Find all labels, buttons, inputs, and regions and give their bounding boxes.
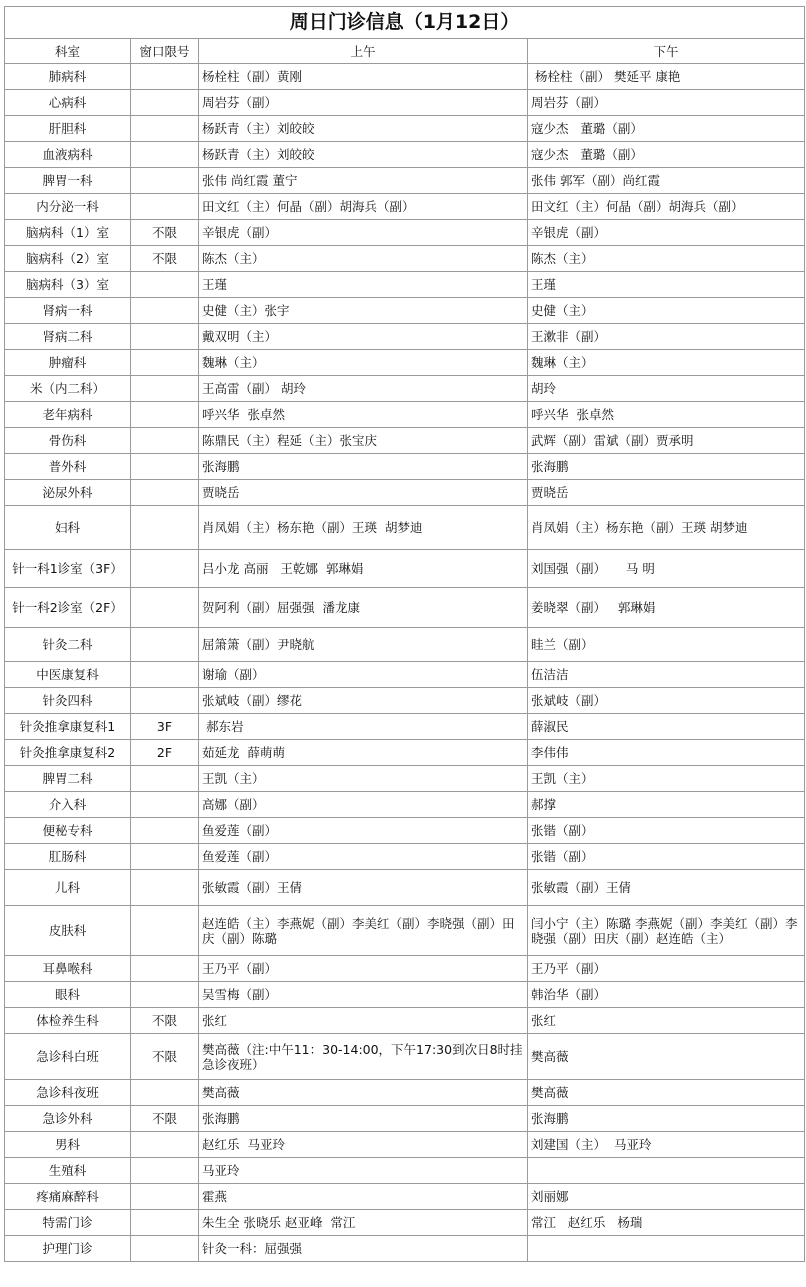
table-row (5, 982, 805, 1008)
table-row (5, 870, 805, 906)
limit-cell (131, 662, 199, 688)
pm-cell: 贾晓岳 (528, 480, 805, 506)
limit-cell (131, 550, 199, 588)
header-dept: 科室 (5, 39, 131, 64)
limit-cell (131, 1210, 199, 1236)
dept-cell: 儿科 (5, 870, 131, 906)
limit-cell (131, 1184, 199, 1210)
table-row (5, 1034, 805, 1080)
limit-cell: 不限 (131, 1008, 199, 1034)
dept-cell: 针灸推拿康复科2 (5, 740, 131, 766)
dept-cell: 针一科2诊室（2F） (5, 588, 131, 628)
dept-cell: 肛肠科 (5, 844, 131, 870)
table-row (5, 906, 805, 956)
dept-cell: 针灸推拿康复科1 (5, 714, 131, 740)
dept-cell: 急诊科夜班 (5, 1080, 131, 1106)
pm-cell: 寇少杰 董璐（副） (528, 142, 805, 168)
dept-cell: 便秘专科 (5, 818, 131, 844)
limit-cell (131, 982, 199, 1008)
pm-cell: 刘国强（副） 马 明 (528, 550, 805, 588)
am-cell: 杨跃青（主）刘皎皎 (199, 142, 528, 168)
am-cell: 高娜（副） (199, 792, 528, 818)
table-row (5, 298, 805, 324)
table-row (5, 272, 805, 298)
am-cell: 辛银虎（副） (199, 220, 528, 246)
am-cell: 杨栓柱（副）黄刚 (199, 64, 528, 90)
limit-cell (131, 194, 199, 220)
am-cell: 王凯（主） (199, 766, 528, 792)
dept-cell: 老年病科 (5, 402, 131, 428)
table-row (5, 844, 805, 870)
pm-cell: 陈杰（主） (528, 246, 805, 272)
table-row (5, 90, 805, 116)
table-row (5, 506, 805, 550)
am-cell: 张海鹏 (199, 454, 528, 480)
pm-cell: 寇少杰 董璐（副） (528, 116, 805, 142)
am-cell: 陈杰（主） (199, 246, 528, 272)
dept-cell: 肝胆科 (5, 116, 131, 142)
table-row (5, 376, 805, 402)
table-row (5, 194, 805, 220)
am-cell: 张斌岐（副）缪花 (199, 688, 528, 714)
table-row (5, 628, 805, 662)
am-cell: 鱼爱莲（副） (199, 844, 528, 870)
dept-cell: 血液病科 (5, 142, 131, 168)
limit-cell (131, 90, 199, 116)
pm-cell: 张斌岐（副） (528, 688, 805, 714)
pm-cell: 史健（主） (528, 298, 805, 324)
table-row (5, 550, 805, 588)
limit-cell (131, 324, 199, 350)
dept-cell: 生殖科 (5, 1158, 131, 1184)
limit-cell (131, 480, 199, 506)
dept-cell: 肿瘤科 (5, 350, 131, 376)
pm-cell: 胡玲 (528, 376, 805, 402)
limit-cell (131, 870, 199, 906)
clinic-schedule-table (4, 6, 805, 1262)
pm-cell: 姜晓翠（副） 郭琳娟 (528, 588, 805, 628)
pm-cell: 王乃平（副） (528, 956, 805, 982)
am-cell: 戴双明（主） (199, 324, 528, 350)
am-cell: 张红 (199, 1008, 528, 1034)
pm-cell: 辛银虎（副） (528, 220, 805, 246)
am-cell: 霍燕 (199, 1184, 528, 1210)
dept-cell: 皮肤科 (5, 906, 131, 956)
table-row (5, 714, 805, 740)
pm-cell (528, 1236, 805, 1262)
dept-cell: 肾病二科 (5, 324, 131, 350)
table-row (5, 142, 805, 168)
table-row (5, 818, 805, 844)
am-cell: 吴雪梅（副） (199, 982, 528, 1008)
limit-cell (131, 506, 199, 550)
table-row (5, 246, 805, 272)
dept-cell: 特需门诊 (5, 1210, 131, 1236)
dept-cell: 内分泌一科 (5, 194, 131, 220)
pm-cell: 张伟 郭军（副）尚红霞 (528, 168, 805, 194)
dept-cell: 脾胃一科 (5, 168, 131, 194)
am-cell: 周岩芬（副） (199, 90, 528, 116)
table-row (5, 1106, 805, 1132)
pm-cell: 杨栓柱（副） 樊延平 康艳 (528, 64, 805, 90)
table-row (5, 480, 805, 506)
am-cell: 贾晓岳 (199, 480, 528, 506)
pm-cell: 王漱非（副） (528, 324, 805, 350)
limit-cell (131, 428, 199, 454)
limit-cell (131, 168, 199, 194)
table-row (5, 402, 805, 428)
pm-cell: 武辉（副）雷斌（副）贾承明 (528, 428, 805, 454)
am-cell: 张伟 尚红霞 董宁 (199, 168, 528, 194)
am-cell: 吕小龙 高丽 王乾娜 郭琳娟 (199, 550, 528, 588)
table-row (5, 64, 805, 90)
am-cell: 呼兴华 张卓然 (199, 402, 528, 428)
table-row (5, 168, 805, 194)
dept-cell: 中医康复科 (5, 662, 131, 688)
limit-cell (131, 792, 199, 818)
am-cell: 针灸一科：屈强强 (199, 1236, 528, 1262)
pm-cell: 呼兴华 张卓然 (528, 402, 805, 428)
header-pm: 下午 (528, 39, 805, 64)
pm-cell: 眭兰（副） (528, 628, 805, 662)
dept-cell: 急诊科白班 (5, 1034, 131, 1080)
am-cell: 屈箫箫（副）尹晓航 (199, 628, 528, 662)
am-cell: 肖凤娟（主）杨东艳（副）王瑛 胡梦迪 (199, 506, 528, 550)
dept-cell: 骨伤科 (5, 428, 131, 454)
limit-cell (131, 588, 199, 628)
am-cell: 鱼爱莲（副） (199, 818, 528, 844)
limit-cell: 不限 (131, 220, 199, 246)
pm-cell: 张锴（副） (528, 818, 805, 844)
limit-cell (131, 64, 199, 90)
pm-cell: 李伟伟 (528, 740, 805, 766)
table-row (5, 766, 805, 792)
table-row (5, 220, 805, 246)
header-limit: 窗口限号 (131, 39, 199, 64)
pm-cell: 刘丽娜 (528, 1184, 805, 1210)
limit-cell (131, 402, 199, 428)
dept-cell: 妇科 (5, 506, 131, 550)
dept-cell: 肺病科 (5, 64, 131, 90)
table-row (5, 1158, 805, 1184)
pm-cell: 张锴（副） (528, 844, 805, 870)
page-title: 周日门诊信息（1月12日） (5, 7, 805, 39)
pm-cell: 樊高薇 (528, 1080, 805, 1106)
dept-cell: 普外科 (5, 454, 131, 480)
limit-cell (131, 1158, 199, 1184)
table-row (5, 454, 805, 480)
table-row (5, 1210, 805, 1236)
am-cell: 史健（主）张宇 (199, 298, 528, 324)
dept-cell: 疼痛麻醉科 (5, 1184, 131, 1210)
table-row (5, 662, 805, 688)
dept-cell: 男科 (5, 1132, 131, 1158)
dept-cell: 体检养生科 (5, 1008, 131, 1034)
limit-cell (131, 766, 199, 792)
table-row (5, 956, 805, 982)
pm-cell: 郝撑 (528, 792, 805, 818)
dept-cell: 介入科 (5, 792, 131, 818)
dept-cell: 泌尿外科 (5, 480, 131, 506)
schedule-body (5, 64, 805, 1262)
limit-cell (131, 454, 199, 480)
pm-cell: 韩治华（副） (528, 982, 805, 1008)
dept-cell: 脾胃二科 (5, 766, 131, 792)
pm-cell: 刘建国（主） 马亚玲 (528, 1132, 805, 1158)
header-am: 上午 (199, 39, 528, 64)
table-row (5, 792, 805, 818)
table-row (5, 1132, 805, 1158)
pm-cell: 王凯（主） (528, 766, 805, 792)
table-row (5, 1236, 805, 1262)
limit-cell (131, 350, 199, 376)
am-cell: 贺阿利（副）屈强强 潘龙康 (199, 588, 528, 628)
limit-cell: 不限 (131, 246, 199, 272)
dept-cell: 脑病科（2）室 (5, 246, 131, 272)
am-cell: 赵连皓（主）李燕妮（副）李美红（副）李晓强（副）田庆（副）陈璐 (199, 906, 528, 956)
am-cell: 田文红（主）何晶（副）胡海兵（副） (199, 194, 528, 220)
header-row (5, 39, 805, 64)
dept-cell: 脑病科（1）室 (5, 220, 131, 246)
pm-cell: 张红 (528, 1008, 805, 1034)
pm-cell (528, 1158, 805, 1184)
table-row (5, 428, 805, 454)
limit-cell (131, 376, 199, 402)
pm-cell: 周岩芬（副） (528, 90, 805, 116)
limit-cell (131, 956, 199, 982)
pm-cell: 闫小宁（主）陈璐 李燕妮（副）李美红（副）李晓强（副）田庆（副）赵连皓（主） (528, 906, 805, 956)
am-cell: 张海鹏 (199, 1106, 528, 1132)
dept-cell: 眼科 (5, 982, 131, 1008)
table-row (5, 688, 805, 714)
dept-cell: 针灸二科 (5, 628, 131, 662)
am-cell: 谢瑜（副） (199, 662, 528, 688)
am-cell: 樊高薇 (199, 1080, 528, 1106)
table-row (5, 740, 805, 766)
limit-cell (131, 688, 199, 714)
pm-cell: 张海鹏 (528, 1106, 805, 1132)
limit-cell (131, 1080, 199, 1106)
am-cell: 赵红乐 马亚玲 (199, 1132, 528, 1158)
pm-cell: 常江 赵红乐 杨瑞 (528, 1210, 805, 1236)
am-cell: 朱生全 张晓乐 赵亚峰 常江 (199, 1210, 528, 1236)
pm-cell: 王瑾 (528, 272, 805, 298)
limit-cell (131, 116, 199, 142)
am-cell: 陈鼎民（主）程延（主）张宝庆 (199, 428, 528, 454)
limit-cell (131, 1236, 199, 1262)
limit-cell (131, 142, 199, 168)
table-row (5, 1184, 805, 1210)
pm-cell: 樊高薇 (528, 1034, 805, 1080)
dept-cell: 针灸四科 (5, 688, 131, 714)
dept-cell: 肾病一科 (5, 298, 131, 324)
am-cell: 张敏霞（副）王倩 (199, 870, 528, 906)
am-cell: 杨跃青（主）刘皎皎 (199, 116, 528, 142)
limit-cell (131, 298, 199, 324)
dept-cell: 米（内二科） (5, 376, 131, 402)
limit-cell: 不限 (131, 1034, 199, 1080)
pm-cell: 张敏霞（副）王倩 (528, 870, 805, 906)
limit-cell (131, 1132, 199, 1158)
limit-cell (131, 818, 199, 844)
limit-cell: 2F (131, 740, 199, 766)
pm-cell: 张海鹏 (528, 454, 805, 480)
dept-cell: 针一科1诊室（3F） (5, 550, 131, 588)
pm-cell: 肖凤娟（主）杨东艳（副）王瑛 胡梦迪 (528, 506, 805, 550)
limit-cell (131, 844, 199, 870)
limit-cell (131, 628, 199, 662)
pm-cell: 薛淑民 (528, 714, 805, 740)
am-cell: 王乃平（副） (199, 956, 528, 982)
limit-cell (131, 272, 199, 298)
dept-cell: 护理门诊 (5, 1236, 131, 1262)
pm-cell: 魏琳（主） (528, 350, 805, 376)
limit-cell: 3F (131, 714, 199, 740)
table-row (5, 1080, 805, 1106)
dept-cell: 心病科 (5, 90, 131, 116)
am-cell: 樊高薇（注:中午11：30-14:00，下午17:30到次日8时挂急诊夜班） (199, 1034, 528, 1080)
dept-cell: 脑病科（3）室 (5, 272, 131, 298)
limit-cell: 不限 (131, 1106, 199, 1132)
pm-cell: 伍洁洁 (528, 662, 805, 688)
table-row (5, 116, 805, 142)
am-cell: 王高雷（副） 胡玲 (199, 376, 528, 402)
table-row (5, 1008, 805, 1034)
limit-cell (131, 906, 199, 956)
pm-cell: 田文红（主）何晶（副）胡海兵（副） (528, 194, 805, 220)
am-cell: 王瑾 (199, 272, 528, 298)
am-cell: 郝东岩 (199, 714, 528, 740)
am-cell: 马亚玲 (199, 1158, 528, 1184)
dept-cell: 耳鼻喉科 (5, 956, 131, 982)
table-row (5, 588, 805, 628)
am-cell: 茹延龙 薛萌萌 (199, 740, 528, 766)
table-row (5, 350, 805, 376)
dept-cell: 急诊外科 (5, 1106, 131, 1132)
am-cell: 魏琳（主） (199, 350, 528, 376)
table-row (5, 324, 805, 350)
